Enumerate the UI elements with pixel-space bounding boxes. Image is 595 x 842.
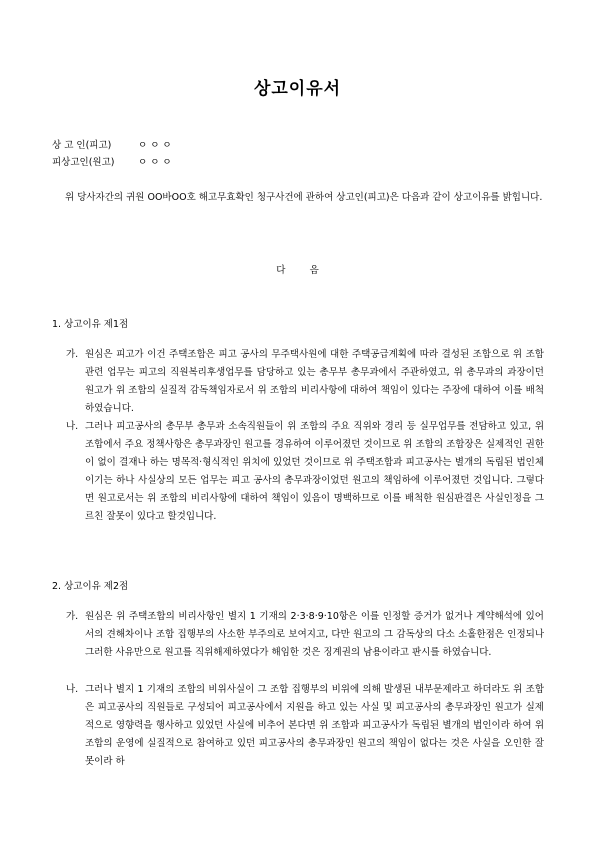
ground-2-item-ga — [66, 608, 544, 662]
party-role: 상 고 인(피고) — [52, 140, 112, 151]
section-title-ground-1: 1. 상고이유 제1점 — [52, 319, 129, 330]
party-role: 피상고인(원고) — [52, 157, 115, 168]
item-marker: 나. — [66, 421, 79, 432]
item-marker: 가. — [66, 349, 79, 360]
ground-1-item-ga — [66, 346, 544, 418]
document-title: 상고이유서 — [253, 79, 342, 99]
party-name: ㅇ ㅇ ㅇ — [138, 140, 172, 151]
ground-2-item-na — [66, 681, 544, 771]
ground-1-item-na — [66, 418, 544, 526]
item-text: 원심은 위 주택조합의 비리사항인 별지 1 기재의 2·3·8·9·10항은 이를 인정할 증거가 없거나 계약해석에 있어서의 견해차이나 조합 집행부의 사소한 부주의로 보여지고, 다만 원고의 그 감독상의 다소 소홀한점은 인정되나 그러한 사유만으로 원고를 직위해제하였다가 해임한 것은 징계권의 남용이라고 판시를 하였습니다. — [85, 611, 544, 658]
party-appellee — [52, 154, 172, 168]
party-appellant — [52, 137, 172, 151]
item-text: 원심은 피고가 이건 주택조합은 피고 공사의 무주택사원에 대한 주택공급계획에 따라 결성된 조합으로 위 조합관련 업무는 피고의 직원복리후생업무를 담당하고 있는 총무부 총무과에서 주관하였고, 위 총무과의 과장이던 원고가 위 조합의 실질적 감독책임자로서 위 조합의 비리사항에 대하여 책임이 있다는 주장에 대하여 이를 배척하였습니다. — [85, 349, 544, 414]
intro-paragraph: 위 당사자간의 귀원 OO바OO호 해고무효확인 청구사건에 관하여 상고인(피고)은 다음과 같이 상고이유를 밝힙니다. — [65, 192, 543, 203]
party-name: ㅇ ㅇ ㅇ — [138, 157, 172, 168]
item-marker: 나. — [66, 684, 79, 695]
section-title-ground-2: 2. 상고이유 제2점 — [52, 581, 129, 592]
section-heading-da-eum: 다 음 — [276, 265, 319, 276]
item-text: 그러나 피고공사의 총무부 총무과 소속직원들이 위 조합의 주요 직위와 경리 등 실무업무를 전담하고 있고, 위 조합에서 주요 정책사항은 총무과장인 원고를 경유하여 이루어졌던 것이므로 위 조합의 조합장은 실제적인 권한이 없이 결재나 하는 명목적·형식적인 위치에 있었던 것이므로 위 주택조합과 피고공사는 별개의 독립된 법인체이기는 하나 사실상의 모든 업무는 피고 공사의 총무과장이었던 원고의 책임하에 이루어졌던 것입니다. 그렇다면 원고로서는 위 조합의 비리사항에 대하여 책임이 있음이 명백하므로 이를 배척한 원심판결은 사실인정을 그르친 잘못이 있다고 할것입니다. — [85, 421, 544, 522]
item-marker: 가. — [66, 611, 79, 622]
item-text: 그러나 별지 1 기재의 조합의 비위사실이 그 조합 집행부의 비위에 의해 발생된 내부문제라고 하더라도 위 조합은 피고공사의 직원들로 구성되어 피고공사에서 지원을 하고 있는 사실 및 피고공사의 총무과장인 원고가 실제적으로 영향력을 행사하고 있었던 사실에 비추어 본다면 위 조합과 피고공사가 독립된 별개의 법인이라 하여 위 조합의 운영에 실질적으로 참여하고 있던 피고공사의 총무과장인 원고의 책임이 없다는 것은 사실을 오인한 잘못이라 하 — [85, 684, 544, 767]
